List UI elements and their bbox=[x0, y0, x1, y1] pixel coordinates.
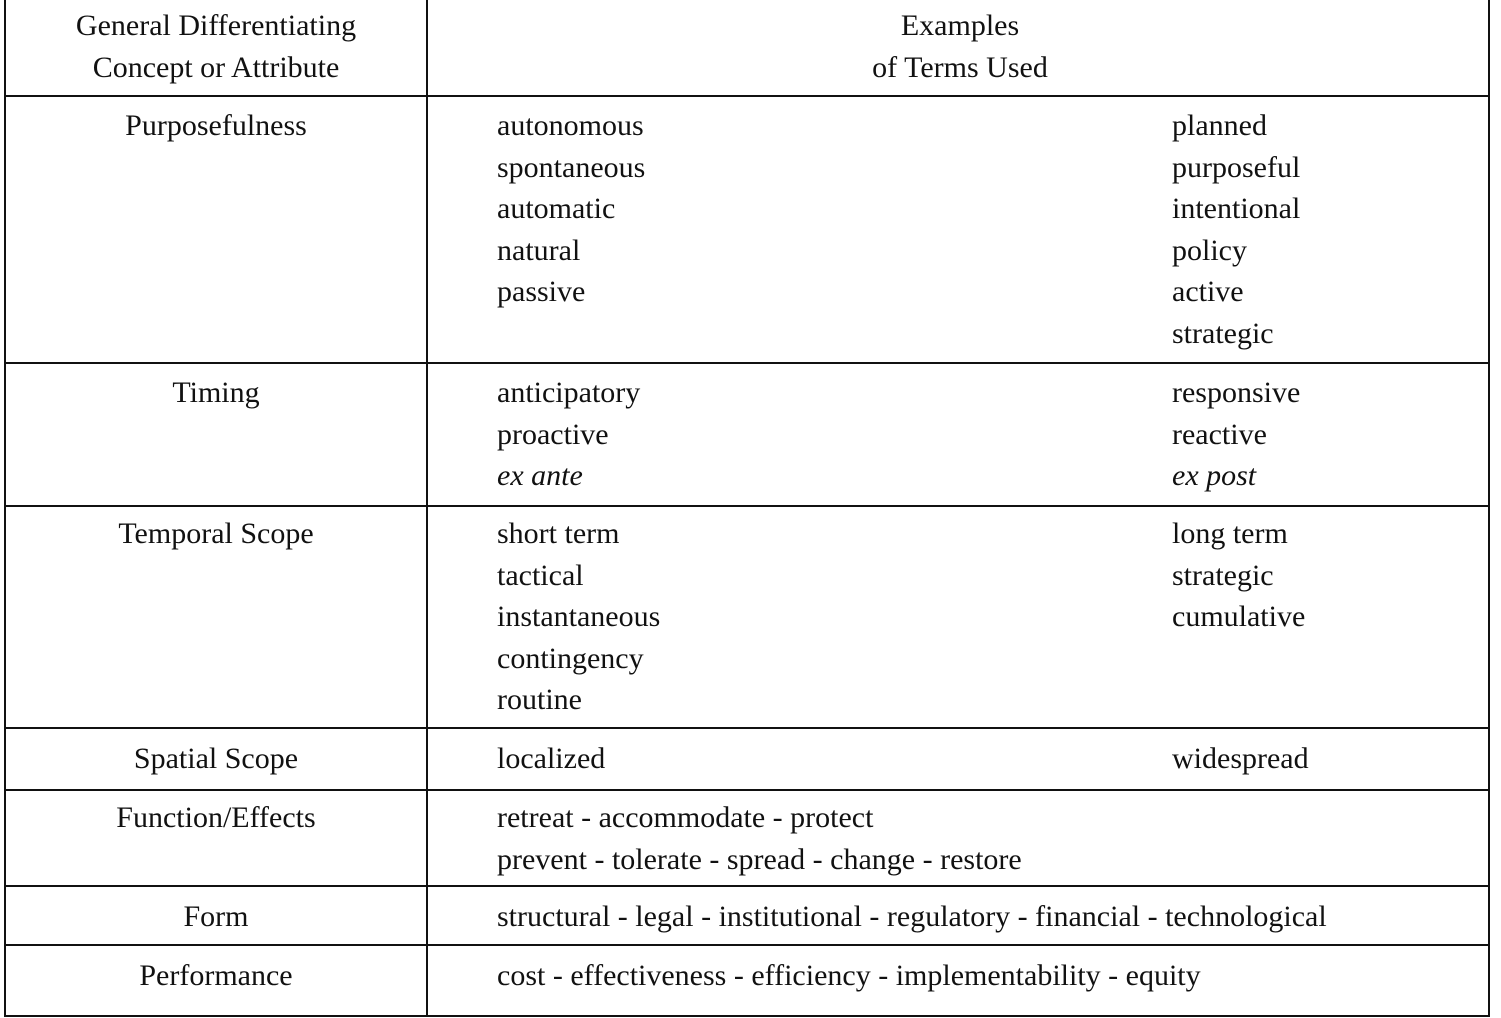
row-divider bbox=[6, 362, 1488, 364]
row-divider bbox=[6, 885, 1488, 887]
term-line: structural - legal - institutional - regulatory - financial - technological bbox=[497, 900, 1327, 933]
term: reactive bbox=[1172, 417, 1267, 451]
concept-label: Timing bbox=[172, 376, 260, 409]
terms-right bbox=[1172, 738, 1309, 780]
terms-table bbox=[4, 0, 1490, 1017]
term: spontaneous bbox=[497, 150, 646, 184]
header-concept-line1: General Differentiating bbox=[75, 9, 357, 42]
term: routine bbox=[497, 683, 582, 717]
concept-label: Performance bbox=[139, 959, 293, 992]
row-divider bbox=[6, 95, 1488, 97]
terms-left bbox=[497, 513, 660, 721]
term-line: cost - effectiveness - efficiency - implementability - equity bbox=[497, 959, 1201, 992]
term: tactical bbox=[497, 558, 584, 592]
term: localized bbox=[497, 742, 606, 775]
terms-left bbox=[497, 372, 640, 497]
concept-label: Purposefulness bbox=[125, 109, 307, 142]
header-concept-line2: Concept or Attribute bbox=[92, 50, 340, 84]
term: active bbox=[1172, 275, 1244, 309]
term: planned bbox=[1172, 109, 1267, 142]
term: widespread bbox=[1172, 742, 1309, 775]
concept-label: Function/Effects bbox=[116, 801, 316, 834]
term: long term bbox=[1172, 517, 1288, 550]
term: intentional bbox=[1172, 192, 1301, 226]
term: passive bbox=[497, 275, 586, 309]
term: short term bbox=[497, 517, 620, 550]
row-divider bbox=[6, 944, 1488, 946]
concept-label: Temporal Scope bbox=[118, 517, 314, 550]
header-examples bbox=[428, 5, 1492, 88]
column-divider bbox=[426, 0, 428, 1015]
row-divider bbox=[6, 789, 1488, 791]
header-concept bbox=[6, 5, 426, 88]
term: responsive bbox=[1172, 376, 1301, 409]
row-divider bbox=[6, 505, 1488, 507]
term: instantaneous bbox=[497, 600, 661, 634]
header-examples-line1: Examples bbox=[900, 9, 1020, 42]
row-divider bbox=[6, 727, 1488, 729]
terms-left bbox=[497, 738, 605, 780]
terms-right bbox=[1172, 513, 1305, 638]
header-examples-line2: of Terms Used bbox=[872, 50, 1048, 84]
terms-left bbox=[497, 105, 645, 313]
term: policy bbox=[1172, 233, 1247, 267]
terms-line-list bbox=[497, 896, 1327, 938]
term: automatic bbox=[497, 192, 616, 226]
term: ex post bbox=[1172, 459, 1257, 493]
term-line: prevent - tolerate - spread - change - restore bbox=[497, 842, 1022, 876]
term: contingency bbox=[497, 641, 644, 675]
concept-label: Spatial Scope bbox=[133, 742, 299, 775]
terms-line-list bbox=[497, 955, 1201, 997]
term-line: retreat - accommodate - protect bbox=[497, 801, 874, 834]
term: autonomous bbox=[497, 109, 644, 142]
term: natural bbox=[497, 233, 581, 267]
terms-right bbox=[1172, 372, 1300, 497]
term: proactive bbox=[497, 417, 609, 451]
term: strategic bbox=[1172, 558, 1274, 592]
term: ex ante bbox=[497, 459, 583, 493]
concept-label: Form bbox=[183, 900, 249, 933]
terms-right bbox=[1172, 105, 1300, 355]
term: cumulative bbox=[1172, 600, 1306, 634]
term: anticipatory bbox=[497, 376, 641, 409]
term: purposeful bbox=[1172, 150, 1301, 184]
terms-line-list bbox=[497, 797, 1022, 880]
term: strategic bbox=[1172, 316, 1274, 350]
